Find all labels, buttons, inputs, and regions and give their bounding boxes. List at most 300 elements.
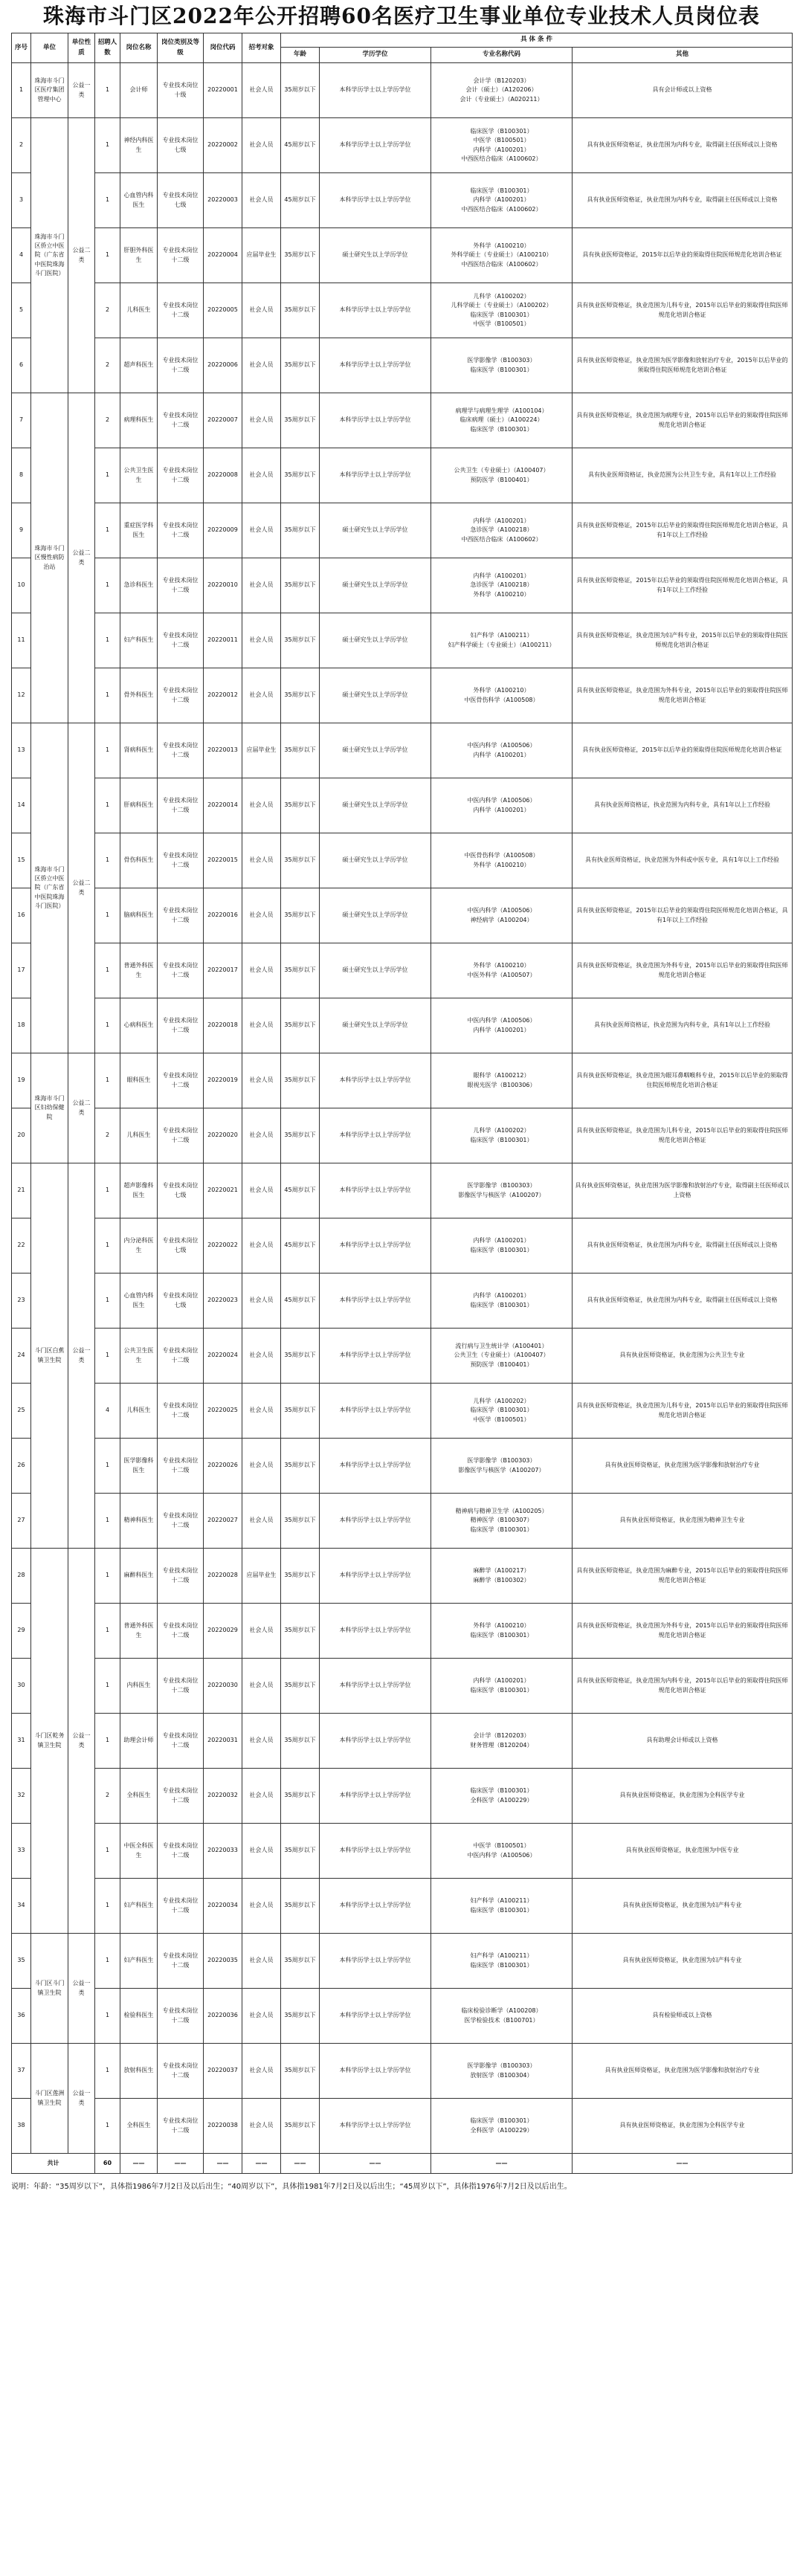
cell-post: 内科医生 [120,1659,158,1714]
cell-requirement: 具有执业医师资格证，执业范围为外科或中医专业，具有1年以上工作经验 [573,833,793,888]
cell-no: 12 [12,668,31,723]
cell-level: 专业技术岗位十二级 [158,1439,204,1494]
cell-major: 中医学（B100501） 中医内科学（A100506） [431,1824,573,1879]
cell-no: 18 [12,998,31,1053]
cell-level: 专业技术岗位十二级 [158,1714,204,1769]
cell-major: 儿科学（A100202） 临床医学（B100301） [431,1108,573,1163]
cell-code: 20220011 [204,613,242,668]
cell-code: 20220004 [204,228,242,283]
cell-edu: 本科学历学士以上学历学位 [320,1439,431,1494]
cell-level: 专业技术岗位七级 [158,173,204,228]
cell-edu: 本科学历学士以上学历学位 [320,1604,431,1659]
cell-count: 1 [95,2044,120,2099]
cell-no: 32 [12,1769,31,1824]
cell-age: 35周岁以下 [281,833,320,888]
cell-count: 1 [95,668,120,723]
cell-age: 35周岁以下 [281,668,320,723]
cell-requirement: 具有助理会计师或以上资格 [573,1714,793,1769]
cell-edu: 本科学历学士以上学历学位 [320,63,431,118]
cell-count: 1 [95,943,120,998]
cell-unit-type: 公益一类 [68,63,95,118]
cell-code: 20220037 [204,2044,242,2099]
cell-post: 心病科医生 [120,998,158,1053]
cell-count: 2 [95,338,120,393]
cell-requirement: 具有执业医师资格证，执业范围为儿科专业，2015年以后毕业的须取得住院医师规范化培训合格证 [573,1108,793,1163]
total-dash: —— [204,2154,242,2174]
cell-no: 20 [12,1108,31,1163]
cell-post: 急诊科医生 [120,558,158,613]
table-row [12,448,793,503]
cell-post: 超声影像科医生 [120,1163,158,1218]
cell-age: 35周岁以下 [281,1824,320,1879]
cell-count: 1 [95,1879,120,1934]
cell-edu: 本科学历学士以上学历学位 [320,1218,431,1274]
cell-unit-type: 公益一类 [68,2044,95,2154]
cell-count: 1 [95,173,120,228]
cell-unit-type: 公益二类 [68,118,95,393]
cell-target: 社会人员 [242,1329,281,1384]
total-dash: —— [431,2154,573,2174]
cell-requirement: 具有执业医师资格证，执业范围为医学影像和放射治疗专业，取得副主任医师或以上资格 [573,1163,793,1218]
cell-no: 11 [12,613,31,668]
cell-edu: 本科学历学士以上学历学位 [320,1384,431,1439]
cell-code: 20220022 [204,1218,242,1274]
cell-no: 25 [12,1384,31,1439]
table-row [12,1218,793,1274]
cell-target: 社会人员 [242,613,281,668]
cell-code: 20220002 [204,118,242,173]
cell-level: 专业技术岗位十二级 [158,558,204,613]
cell-unit: 斗门区乾务镇卫生院 [31,1549,68,1934]
cell-code: 20220026 [204,1439,242,1494]
cell-age: 35周岁以下 [281,503,320,558]
cell-age: 35周岁以下 [281,1494,320,1549]
cell-post: 儿科医生 [120,1108,158,1163]
cell-target: 社会人员 [242,1989,281,2044]
cell-requirement: 具有执业医师资格证，执业范围为医学影像和放射治疗专业 [573,2044,793,2099]
cell-count: 1 [95,1329,120,1384]
cell-count: 1 [95,1989,120,2044]
cell-major: 内科学（A100201） 急诊医学（A100218） 外科学（A100210） [431,558,573,613]
table-row [12,1494,793,1549]
cell-edu: 本科学历学士以上学历学位 [320,1824,431,1879]
cell-post: 全科医生 [120,2099,158,2154]
cell-target: 社会人员 [242,1274,281,1329]
cell-code: 20220024 [204,1329,242,1384]
cell-major: 妇产科学（A100211） 妇产科学硕士（专业硕士）（A100211） [431,613,573,668]
cell-target: 社会人员 [242,1108,281,1163]
cell-post: 普通外科医生 [120,943,158,998]
cell-unit: 斗门区莲洲镇卫生院 [31,2044,68,2154]
cell-age: 35周岁以下 [281,1549,320,1604]
header-conditions: 具 体 条 件 [281,33,793,48]
cell-code: 20220028 [204,1549,242,1604]
cell-target: 社会人员 [242,118,281,173]
cell-major: 临床检验诊断学（A100208） 医学检验技术（B100701） [431,1989,573,2044]
cell-major: 外科学（A100210） 中医骨伤科学（A100508） [431,668,573,723]
cell-target: 社会人员 [242,1824,281,1879]
cell-level: 专业技术岗位十二级 [158,1108,204,1163]
cell-unit-type: 公益一类 [68,1934,95,2044]
cell-requirement: 具有执业医师资格证，执业范围为内科专业，2015年以后毕业的须取得住院医师规范化培训合格证 [573,1659,793,1714]
cell-no: 35 [12,1934,31,1989]
cell-level: 专业技术岗位十二级 [158,228,204,283]
header-post: 岗位名称 [120,33,158,63]
cell-unit: 斗门区斗门镇卫生院 [31,1934,68,2044]
cell-level: 专业技术岗位十二级 [158,778,204,833]
cell-target: 社会人员 [242,668,281,723]
table-row [12,1714,793,1769]
cell-no: 10 [12,558,31,613]
cell-target: 社会人员 [242,1879,281,1934]
table-row [12,1604,793,1659]
cell-code: 20220012 [204,668,242,723]
table-row [12,2099,793,2154]
cell-edu: 硕士研究生以上学历学位 [320,943,431,998]
cell-code: 20220020 [204,1108,242,1163]
cell-code: 20220019 [204,1053,242,1108]
cell-major: 外科学（A100210） 中医外科学（A100507） [431,943,573,998]
cell-major: 内科学（A100201） 临床医学（B100301） [431,1659,573,1714]
cell-major: 医学影像学（B100303） 临床医学（B100301） [431,338,573,393]
cell-level: 专业技术岗位十二级 [158,613,204,668]
cell-age: 35周岁以下 [281,283,320,338]
cell-post: 超声科医生 [120,338,158,393]
cell-major: 医学影像学（B100303） 放射医学（B100304） [431,2044,573,2099]
cell-no: 30 [12,1659,31,1714]
total-dash: —— [573,2154,793,2174]
cell-age: 35周岁以下 [281,1659,320,1714]
cell-no: 17 [12,943,31,998]
cell-level: 专业技术岗位十二级 [158,1659,204,1714]
cell-edu: 硕士研究生以上学历学位 [320,833,431,888]
cell-edu: 硕士研究生以上学历学位 [320,778,431,833]
cell-code: 20220027 [204,1494,242,1549]
cell-edu: 本科学历学士以上学历学位 [320,393,431,448]
cell-age: 35周岁以下 [281,1439,320,1494]
table-header [12,33,793,63]
cell-code: 20220029 [204,1604,242,1659]
cell-edu: 本科学历学士以上学历学位 [320,2099,431,2154]
cell-edu: 本科学历学士以上学历学位 [320,1053,431,1108]
total-dash: —— [281,2154,320,2174]
table-row [12,1384,793,1439]
cell-no: 13 [12,723,31,778]
cell-edu: 本科学历学士以上学历学位 [320,283,431,338]
cell-major: 病理学与病理生理学（A100104） 临床病理（硕士）（A100224） 临床医学（B100301） [431,393,573,448]
cell-no: 1 [12,63,31,118]
cell-age: 35周岁以下 [281,1989,320,2044]
cell-no: 3 [12,173,31,228]
cell-requirement: 具有执业医师资格证，2015年以后毕业的须取得住院医师规范化培训合格证，具有1年以上工作经验 [573,888,793,943]
cell-major: 会计学（B120203） 会计（硕士）（A120206） 会计（专业硕士）（A020211） [431,63,573,118]
cell-level: 专业技术岗位十二级 [158,943,204,998]
cell-major: 临床医学（B100301） 全科医学（A100229） [431,2099,573,2154]
cell-no: 9 [12,503,31,558]
cell-target: 社会人员 [242,393,281,448]
cell-target: 社会人员 [242,1384,281,1439]
cell-requirement: 具有执业医师资格证，执业范围为外科专业，2015年以后毕业的须取得住院医师规范化培训合格证 [573,668,793,723]
cell-target: 社会人员 [242,173,281,228]
cell-target: 社会人员 [242,778,281,833]
table-row [12,1329,793,1384]
cell-count: 1 [95,228,120,283]
cell-code: 20220001 [204,63,242,118]
cell-count: 1 [95,503,120,558]
cell-code: 20220036 [204,1989,242,2044]
cell-post: 妇产科医生 [120,1934,158,1989]
header-code: 岗位代码 [204,33,242,63]
table-row [12,338,793,393]
header-unit: 单位 [31,33,68,63]
cell-edu: 本科学历学士以上学历学位 [320,1329,431,1384]
cell-requirement: 具有执业医师资格证，执业范围为内科专业，取得副主任医师或以上资格 [573,173,793,228]
cell-no: 34 [12,1879,31,1934]
cell-code: 20220013 [204,723,242,778]
cell-edu: 本科学历学士以上学历学位 [320,1108,431,1163]
cell-code: 20220005 [204,283,242,338]
cell-code: 20220007 [204,393,242,448]
cell-level: 专业技术岗位七级 [158,1218,204,1274]
cell-target: 应届毕业生 [242,723,281,778]
cell-age: 35周岁以下 [281,2099,320,2154]
cell-level: 专业技术岗位十二级 [158,338,204,393]
cell-unit: 珠海市斗门区侨立中医院（广东省中医院珠海斗门医院） [31,723,68,1053]
header-target: 招考对象 [242,33,281,63]
cell-requirement: 具有执业医师资格证，执业范围为儿科专业，2015年以后毕业的须取得住院医师规范化培训合格证 [573,283,793,338]
cell-requirement: 具有执业医师资格证，执业范围为病理专业，2015年以后毕业的须取得住院医师规范化培训合格证 [573,393,793,448]
cell-target: 社会人员 [242,2099,281,2154]
cell-major: 中医内科学（A100506） 内科学（A100201） [431,778,573,833]
cell-edu: 硕士研究生以上学历学位 [320,888,431,943]
cell-level: 专业技术岗位七级 [158,118,204,173]
cell-count: 1 [95,1824,120,1879]
cell-major: 中医内科学（A100506） 内科学（A100201） [431,998,573,1053]
cell-no: 27 [12,1494,31,1549]
cell-target: 社会人员 [242,503,281,558]
cell-major: 妇产科学（A100211） 临床医学（B100301） [431,1934,573,1989]
cell-no: 14 [12,778,31,833]
cell-level: 专业技术岗位十二级 [158,1989,204,2044]
cell-no: 24 [12,1329,31,1384]
cell-edu: 本科学历学士以上学历学位 [320,1714,431,1769]
cell-requirement: 具有执业医师资格证，执业范围为儿科专业，2015年以后毕业的须取得住院医师规范化培训合格证 [573,1384,793,1439]
cell-no: 22 [12,1218,31,1274]
cell-level: 专业技术岗位十级 [158,63,204,118]
cell-count: 1 [95,998,120,1053]
cell-age: 35周岁以下 [281,1934,320,1989]
table-row [12,1163,793,1218]
table-row [12,943,793,998]
cell-edu: 本科学历学士以上学历学位 [320,1879,431,1934]
cell-count: 1 [95,888,120,943]
header-other: 其他 [573,48,793,63]
cell-count: 1 [95,118,120,173]
cell-no: 6 [12,338,31,393]
cell-code: 20220031 [204,1714,242,1769]
cell-unit-type: 公益二类 [68,1053,95,1163]
cell-target: 社会人员 [242,998,281,1053]
cell-post: 放射科医生 [120,2044,158,2099]
table-row [12,668,793,723]
cell-count: 2 [95,283,120,338]
cell-requirement: 具有执业医师资格证，执业范围为中医专业 [573,1824,793,1879]
cell-code: 20220016 [204,888,242,943]
cell-major: 中医内科学（A100506） 神经病学（A100204） [431,888,573,943]
cell-requirement: 具有执业医师资格证，执业范围为妇产科专业，2015年以后毕业的须取得住院医师规范化培训合格证 [573,613,793,668]
cell-code: 20220018 [204,998,242,1053]
cell-no: 31 [12,1714,31,1769]
cell-major: 麻醉学（A100217） 麻醉学（B100302） [431,1549,573,1604]
header-level: 岗位类别及等级 [158,33,204,63]
cell-requirement: 具有执业医师资格证，执业范围为内科专业，取得副主任医师或以上资格 [573,1274,793,1329]
cell-age: 35周岁以下 [281,723,320,778]
cell-code: 20220023 [204,1274,242,1329]
cell-count: 1 [95,558,120,613]
cell-requirement: 具有执业医师资格证，执业范围为外科专业，2015年以后毕业的须取得住院医师规范化培训合格证 [573,1604,793,1659]
cell-major: 医学影像学（B100303） 影像医学与核医学（A100207） [431,1163,573,1218]
cell-post: 公共卫生医生 [120,448,158,503]
cell-age: 35周岁以下 [281,1769,320,1824]
cell-post: 中医全科医生 [120,1824,158,1879]
cell-edu: 硕士研究生以上学历学位 [320,723,431,778]
cell-edu: 本科学历学士以上学历学位 [320,338,431,393]
cell-level: 专业技术岗位十二级 [158,1494,204,1549]
cell-requirement: 具有执业医师资格证，执业范围为医学影像和放射治疗专业，2015年以后毕业的须取得住院医师规范化培训合格证 [573,338,793,393]
cell-requirement: 具有执业医师资格证，执业范围为眼耳鼻咽喉科专业，2015年以后毕业的须取得住院医师规范化培训合格证 [573,1053,793,1108]
cell-unit: 斗门区白蕉镇卫生院 [31,1163,68,1549]
cell-age: 35周岁以下 [281,2044,320,2099]
cell-major: 儿科学（A100202） 儿科学硕士（专业硕士）（A100202） 临床医学（B100301） 中医学（B100501） [431,283,573,338]
cell-target: 社会人员 [242,1218,281,1274]
cell-edu: 本科学历学士以上学历学位 [320,1934,431,1989]
cell-edu: 本科学历学士以上学历学位 [320,1989,431,2044]
cell-requirement: 具有执业医师资格证，执业范围为妇产科专业 [573,1934,793,1989]
table-row [12,1879,793,1934]
cell-major: 儿科学（A100202） 临床医学（B100301） 中医学（B100501） [431,1384,573,1439]
table-row [12,1549,793,1604]
cell-age: 45周岁以下 [281,173,320,228]
cell-post: 神经内科医生 [120,118,158,173]
cell-major: 眼科学（A100212） 眼视光医学（B100306） [431,1053,573,1108]
cell-age: 35周岁以下 [281,63,320,118]
cell-target: 社会人员 [242,1494,281,1549]
cell-unit: 珠海市斗门区妇幼保健院 [31,1053,68,1163]
cell-edu: 本科学历学士以上学历学位 [320,2044,431,2099]
cell-target: 应届毕业生 [242,1549,281,1604]
cell-major: 外科学（A100210） 外科学硕士（专业硕士）（A100210） 中西医结合临床（A100602） [431,228,573,283]
table-row [12,1053,793,1108]
cell-requirement: 具有执业医师资格证，执业范围为公共卫生专业，具有1年以上工作经验 [573,448,793,503]
cell-no: 28 [12,1549,31,1604]
cell-no: 37 [12,2044,31,2099]
cell-edu: 本科学历学士以上学历学位 [320,1659,431,1714]
cell-no: 4 [12,228,31,283]
cell-target: 社会人员 [242,1659,281,1714]
total-count: 60 [95,2154,120,2174]
cell-requirement: 具有执业医师资格证，执业范围为内科专业，具有1年以上工作经验 [573,998,793,1053]
cell-age: 35周岁以下 [281,1329,320,1384]
cell-unit: 珠海市斗门区侨立中医院（广东省中医院珠海斗门医院） [31,118,68,393]
cell-edu: 本科学历学士以上学历学位 [320,448,431,503]
page-title: 珠海市斗门区2022年公开招聘60名医疗卫生事业单位专业技术人员岗位表 [43,4,760,28]
cell-post: 脑病科医生 [120,888,158,943]
table-row [12,1439,793,1494]
cell-age: 35周岁以下 [281,448,320,503]
total-dash: —— [320,2154,431,2174]
table-row [12,833,793,888]
cell-edu: 本科学历学士以上学历学位 [320,1549,431,1604]
cell-edu: 本科学历学士以上学历学位 [320,1274,431,1329]
cell-count: 1 [95,1439,120,1494]
cell-count: 1 [95,1714,120,1769]
cell-code: 20220035 [204,1934,242,1989]
table-body [12,63,793,2154]
cell-requirement: 具有执业医师资格证，2015年以后毕业的须取得住院医师规范化培训合格证 [573,723,793,778]
cell-level: 专业技术岗位十二级 [158,888,204,943]
cell-count: 1 [95,2099,120,2154]
cell-post: 医学影像科医生 [120,1439,158,1494]
cell-count: 1 [95,448,120,503]
cell-count: 1 [95,63,120,118]
cell-requirement: 具有执业医师资格证，执业范围为全科医学专业 [573,2099,793,2154]
cell-post: 眼科医生 [120,1053,158,1108]
cell-age: 35周岁以下 [281,1714,320,1769]
cell-level: 专业技术岗位十二级 [158,1604,204,1659]
table-row [12,888,793,943]
cell-no: 5 [12,283,31,338]
cell-level: 专业技术岗位十二级 [158,1384,204,1439]
cell-code: 20220030 [204,1659,242,1714]
cell-post: 助理会计师 [120,1714,158,1769]
table-row [12,558,793,613]
cell-major: 精神病与精神卫生学（A100205） 精神医学（B100307） 临床医学（B100301） [431,1494,573,1549]
cell-target: 社会人员 [242,1934,281,1989]
cell-unit-type: 公益二类 [68,393,95,723]
cell-code: 20220008 [204,448,242,503]
cell-target: 应届毕业生 [242,228,281,283]
cell-target: 社会人员 [242,558,281,613]
cell-age: 35周岁以下 [281,998,320,1053]
header-count: 招聘人数 [95,33,120,63]
cell-code: 20220017 [204,943,242,998]
cell-edu: 硕士研究生以上学历学位 [320,558,431,613]
cell-code: 20220038 [204,2099,242,2154]
table-row [12,613,793,668]
cell-post: 儿科医生 [120,283,158,338]
table-row [12,1659,793,1714]
cell-no: 2 [12,118,31,173]
cell-target: 社会人员 [242,1053,281,1108]
cell-age: 35周岁以下 [281,338,320,393]
cell-age: 35周岁以下 [281,888,320,943]
cell-post: 全科医生 [120,1769,158,1824]
cell-count: 1 [95,1549,120,1604]
cell-count: 1 [95,723,120,778]
cell-level: 专业技术岗位十二级 [158,668,204,723]
cell-edu: 本科学历学士以上学历学位 [320,1769,431,1824]
table-row [12,503,793,558]
cell-major: 内科学（A100201） 临床医学（B100301） [431,1274,573,1329]
cell-requirement: 具有执业医师资格证，2015年以后毕业的须取得住院医师规范化培训合格证，具有1年以上工作经验 [573,558,793,613]
cell-requirement: 具有检验师或以上资格 [573,1989,793,2044]
cell-post: 妇产科医生 [120,613,158,668]
header-age: 年龄 [281,48,320,63]
cell-age: 35周岁以下 [281,558,320,613]
cell-count: 1 [95,1053,120,1108]
cell-level: 专业技术岗位十二级 [158,2044,204,2099]
cell-no: 26 [12,1439,31,1494]
